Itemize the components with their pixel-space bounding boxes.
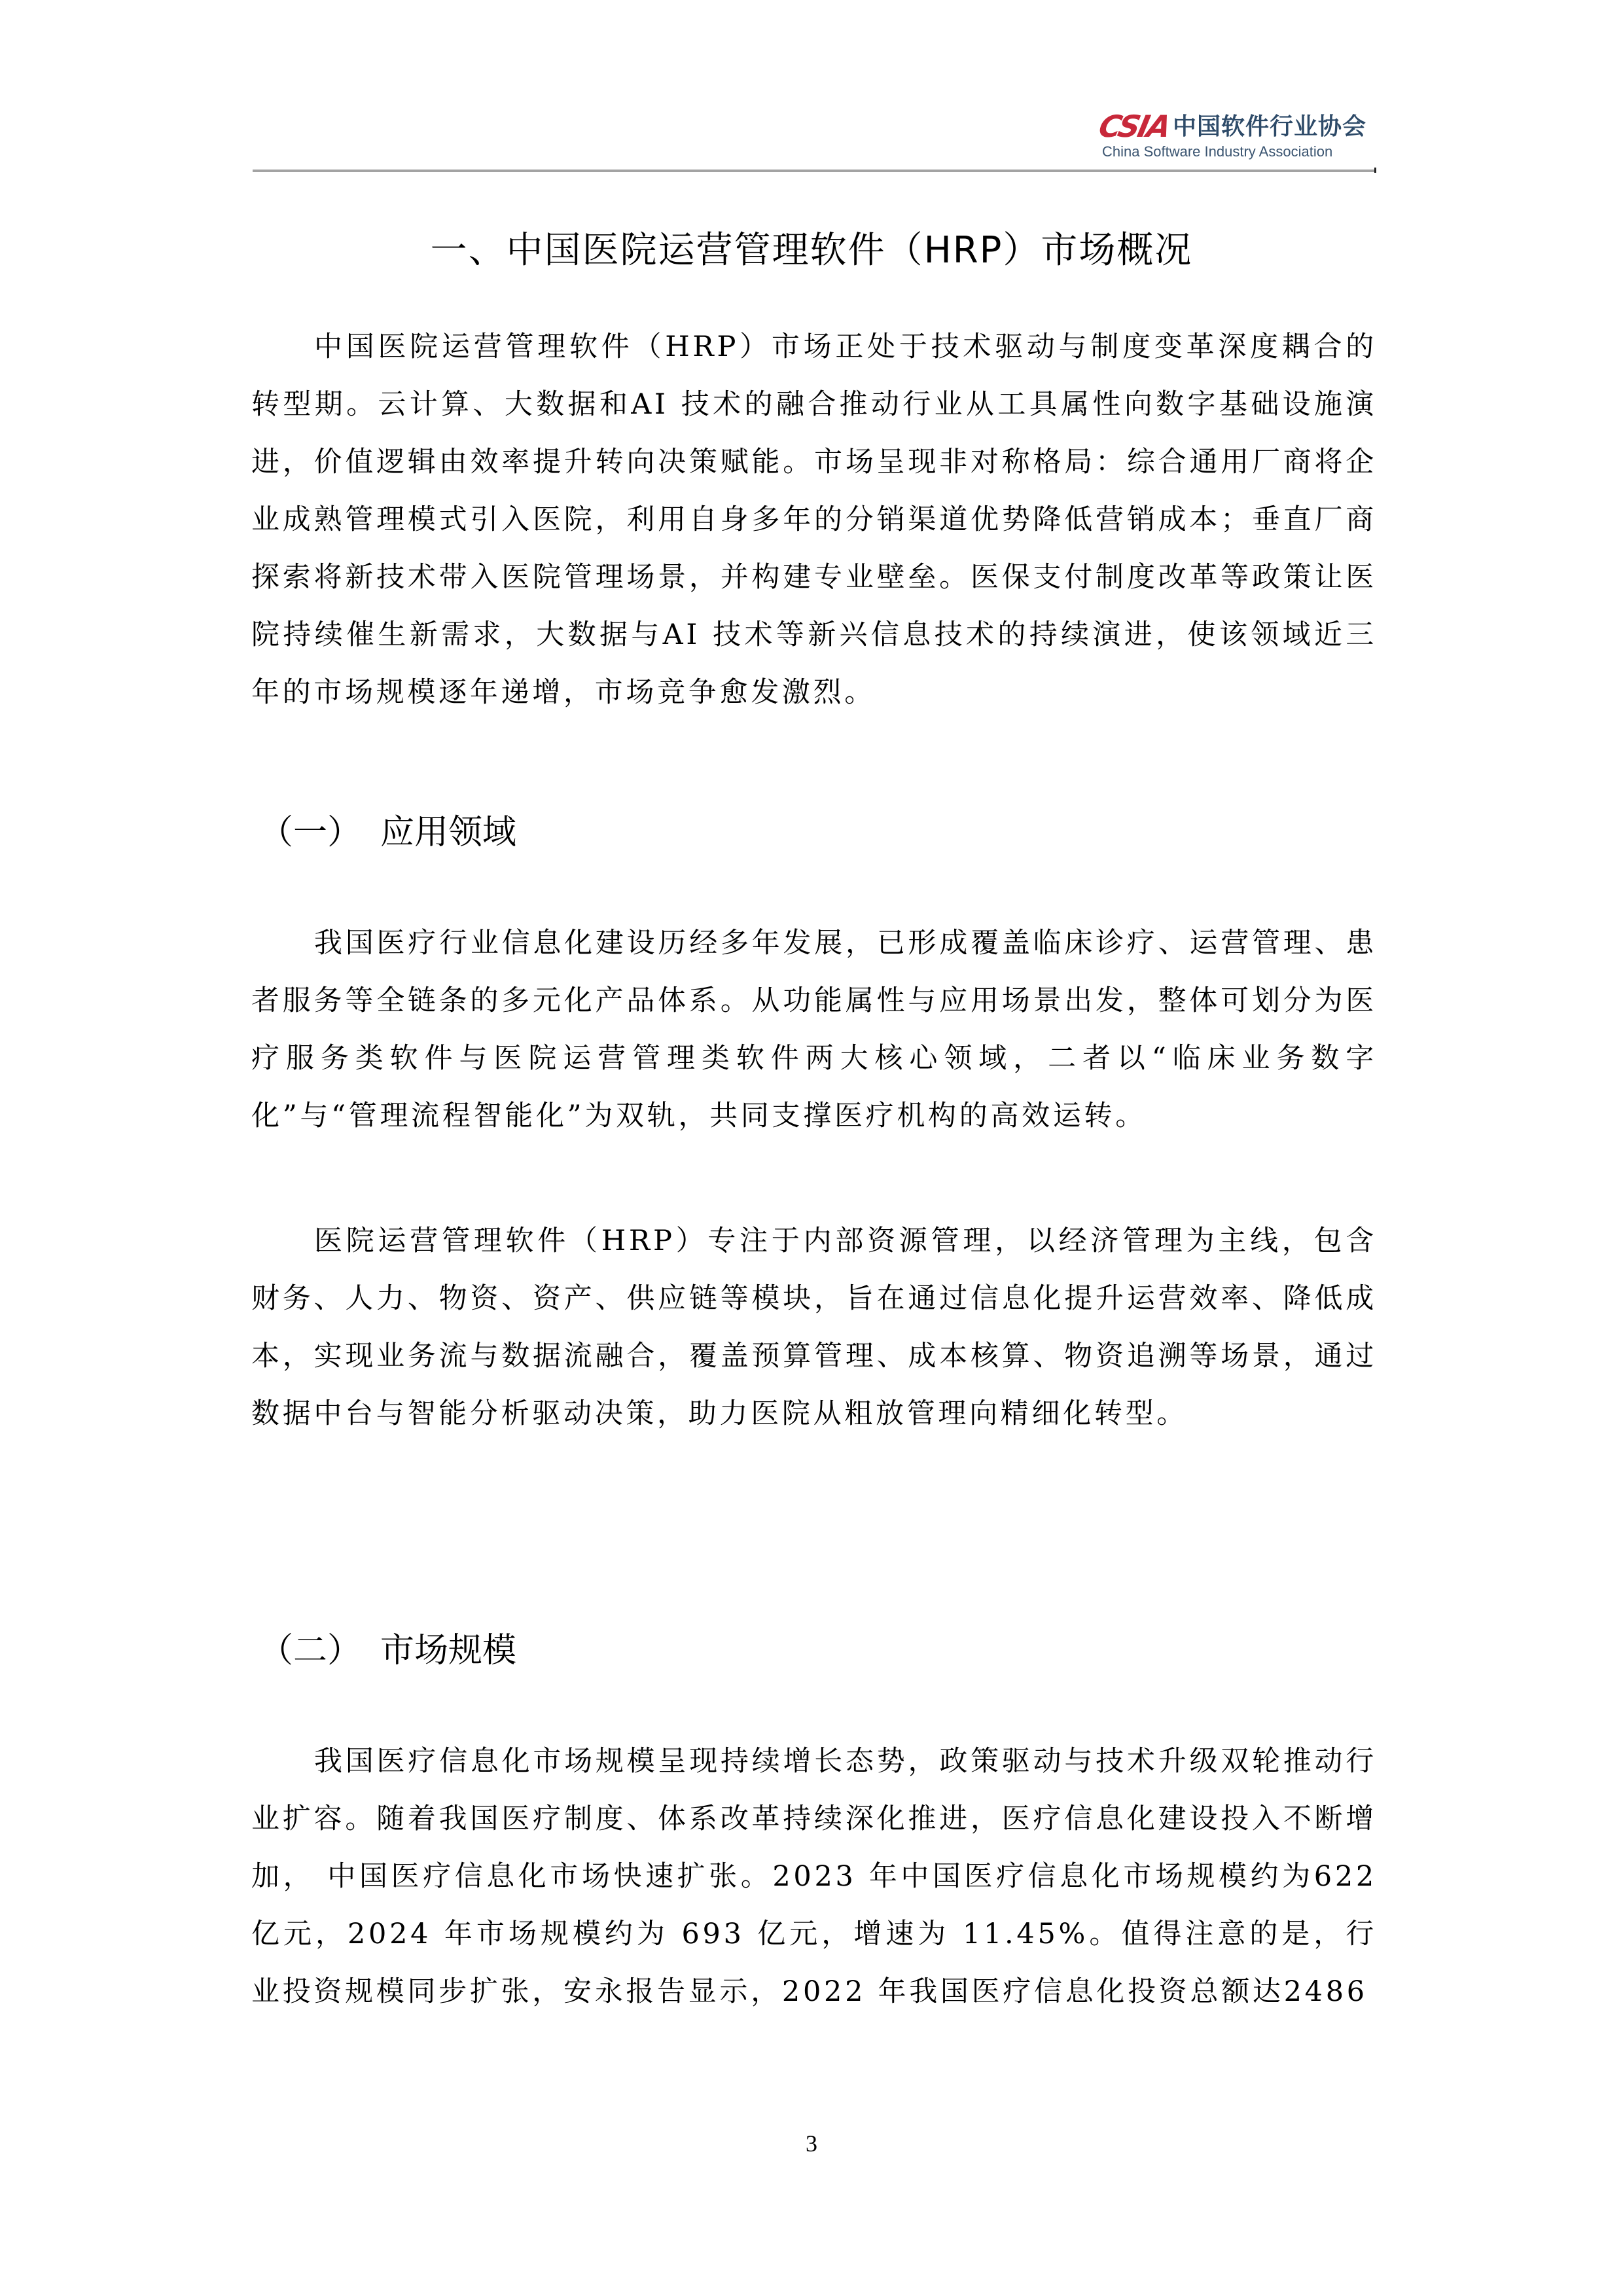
page-number: 3 [806,2130,817,2157]
section-number: （一） [259,813,362,852]
section-heading-market-size [259,1624,516,1677]
csia-logo-chinese-name: 中国软件行业协会 [1172,113,1366,140]
application-paragraph-2: 医院运营管理软件（HRP）专注于内部资源管理，以经济管理为主线，包含财务、人力、物资、资产、供应链等模块，旨在通过信息化提升运营效率、降低成本，实现业务流与数据流融合，覆盖预算管理、成本核算、物资追溯等场景，通过数据中台与智能分析驱动决策，助力医院从粗放管理向精细化转型。 [251,1225,1377,1430]
page-title: 一、中国医院运营管理软件（HRP）市场概况 [430,228,1193,272]
section-number: （二） [259,1631,362,1670]
csia-logo [1096,109,1374,162]
intro-paragraph: 中国医院运营管理软件（HRP）市场正处于技术驱动与制度变革深度耦合的转型期。云计算、大数据和AI 技术的融合推动行业从工具属性向数字基础设施演进，价值逻辑由效率提升转向决策赋能。市场呈现非对称格局：综合通用厂商将企业成熟管理模式引入医院，利用自身多年的分销渠道优势降低营销成本；垂直厂商探索将新技术带入医院管理场景，并构建专业壁垒。医保支付制度改革等政策让医院持续催生新需求，大数据与AI 技术等新兴信息技术的持续演进，使该领域近三年的市场规模逐年递增，市场竞争愈发激烈。 [251,331,1377,709]
logo-top-row [1096,109,1374,144]
csia-logo-english-name: China Software Industry Association [1102,143,1333,160]
header-divider-end-mark [1374,168,1376,173]
application-paragraph-1: 我国医疗行业信息化建设历经多年发展，已形成覆盖临床诊疗、运营管理、患者服务等全链条的多元化产品体系。从功能属性与应用场景出发，整体可划分为医疗服务类软件与医院运营管理类软件两大核心领域，二者以“临床业务数字化”与“管理流程智能化”为双轨，共同支撑医疗机构的高效运转。 [251,927,1377,1132]
section-title: 应用领域 [380,813,517,852]
csia-logo-mark: CSIA [1096,109,1173,144]
header-divider [253,170,1374,172]
section-heading-application-areas [259,806,516,859]
section-title: 市场规模 [380,1631,517,1670]
market-size-paragraph: 我国医疗信息化市场规模呈现持续增长态势，政策驱动与技术升级双轮推动行业扩容。随着我国医疗制度、体系改革持续深化推进，医疗信息化建设投入不断增加， 中国医疗信息化市场快速扩张。2023 年中国医疗信息化市场规模约为622 亿元，2024 年市场规模约为 693 亿元，增速为 11.45%。值得注意的是，行业投资规模同步扩张，安永报告显示，2022 年我国医疗信息化投资总额达2486 [251,1745,1377,2008]
